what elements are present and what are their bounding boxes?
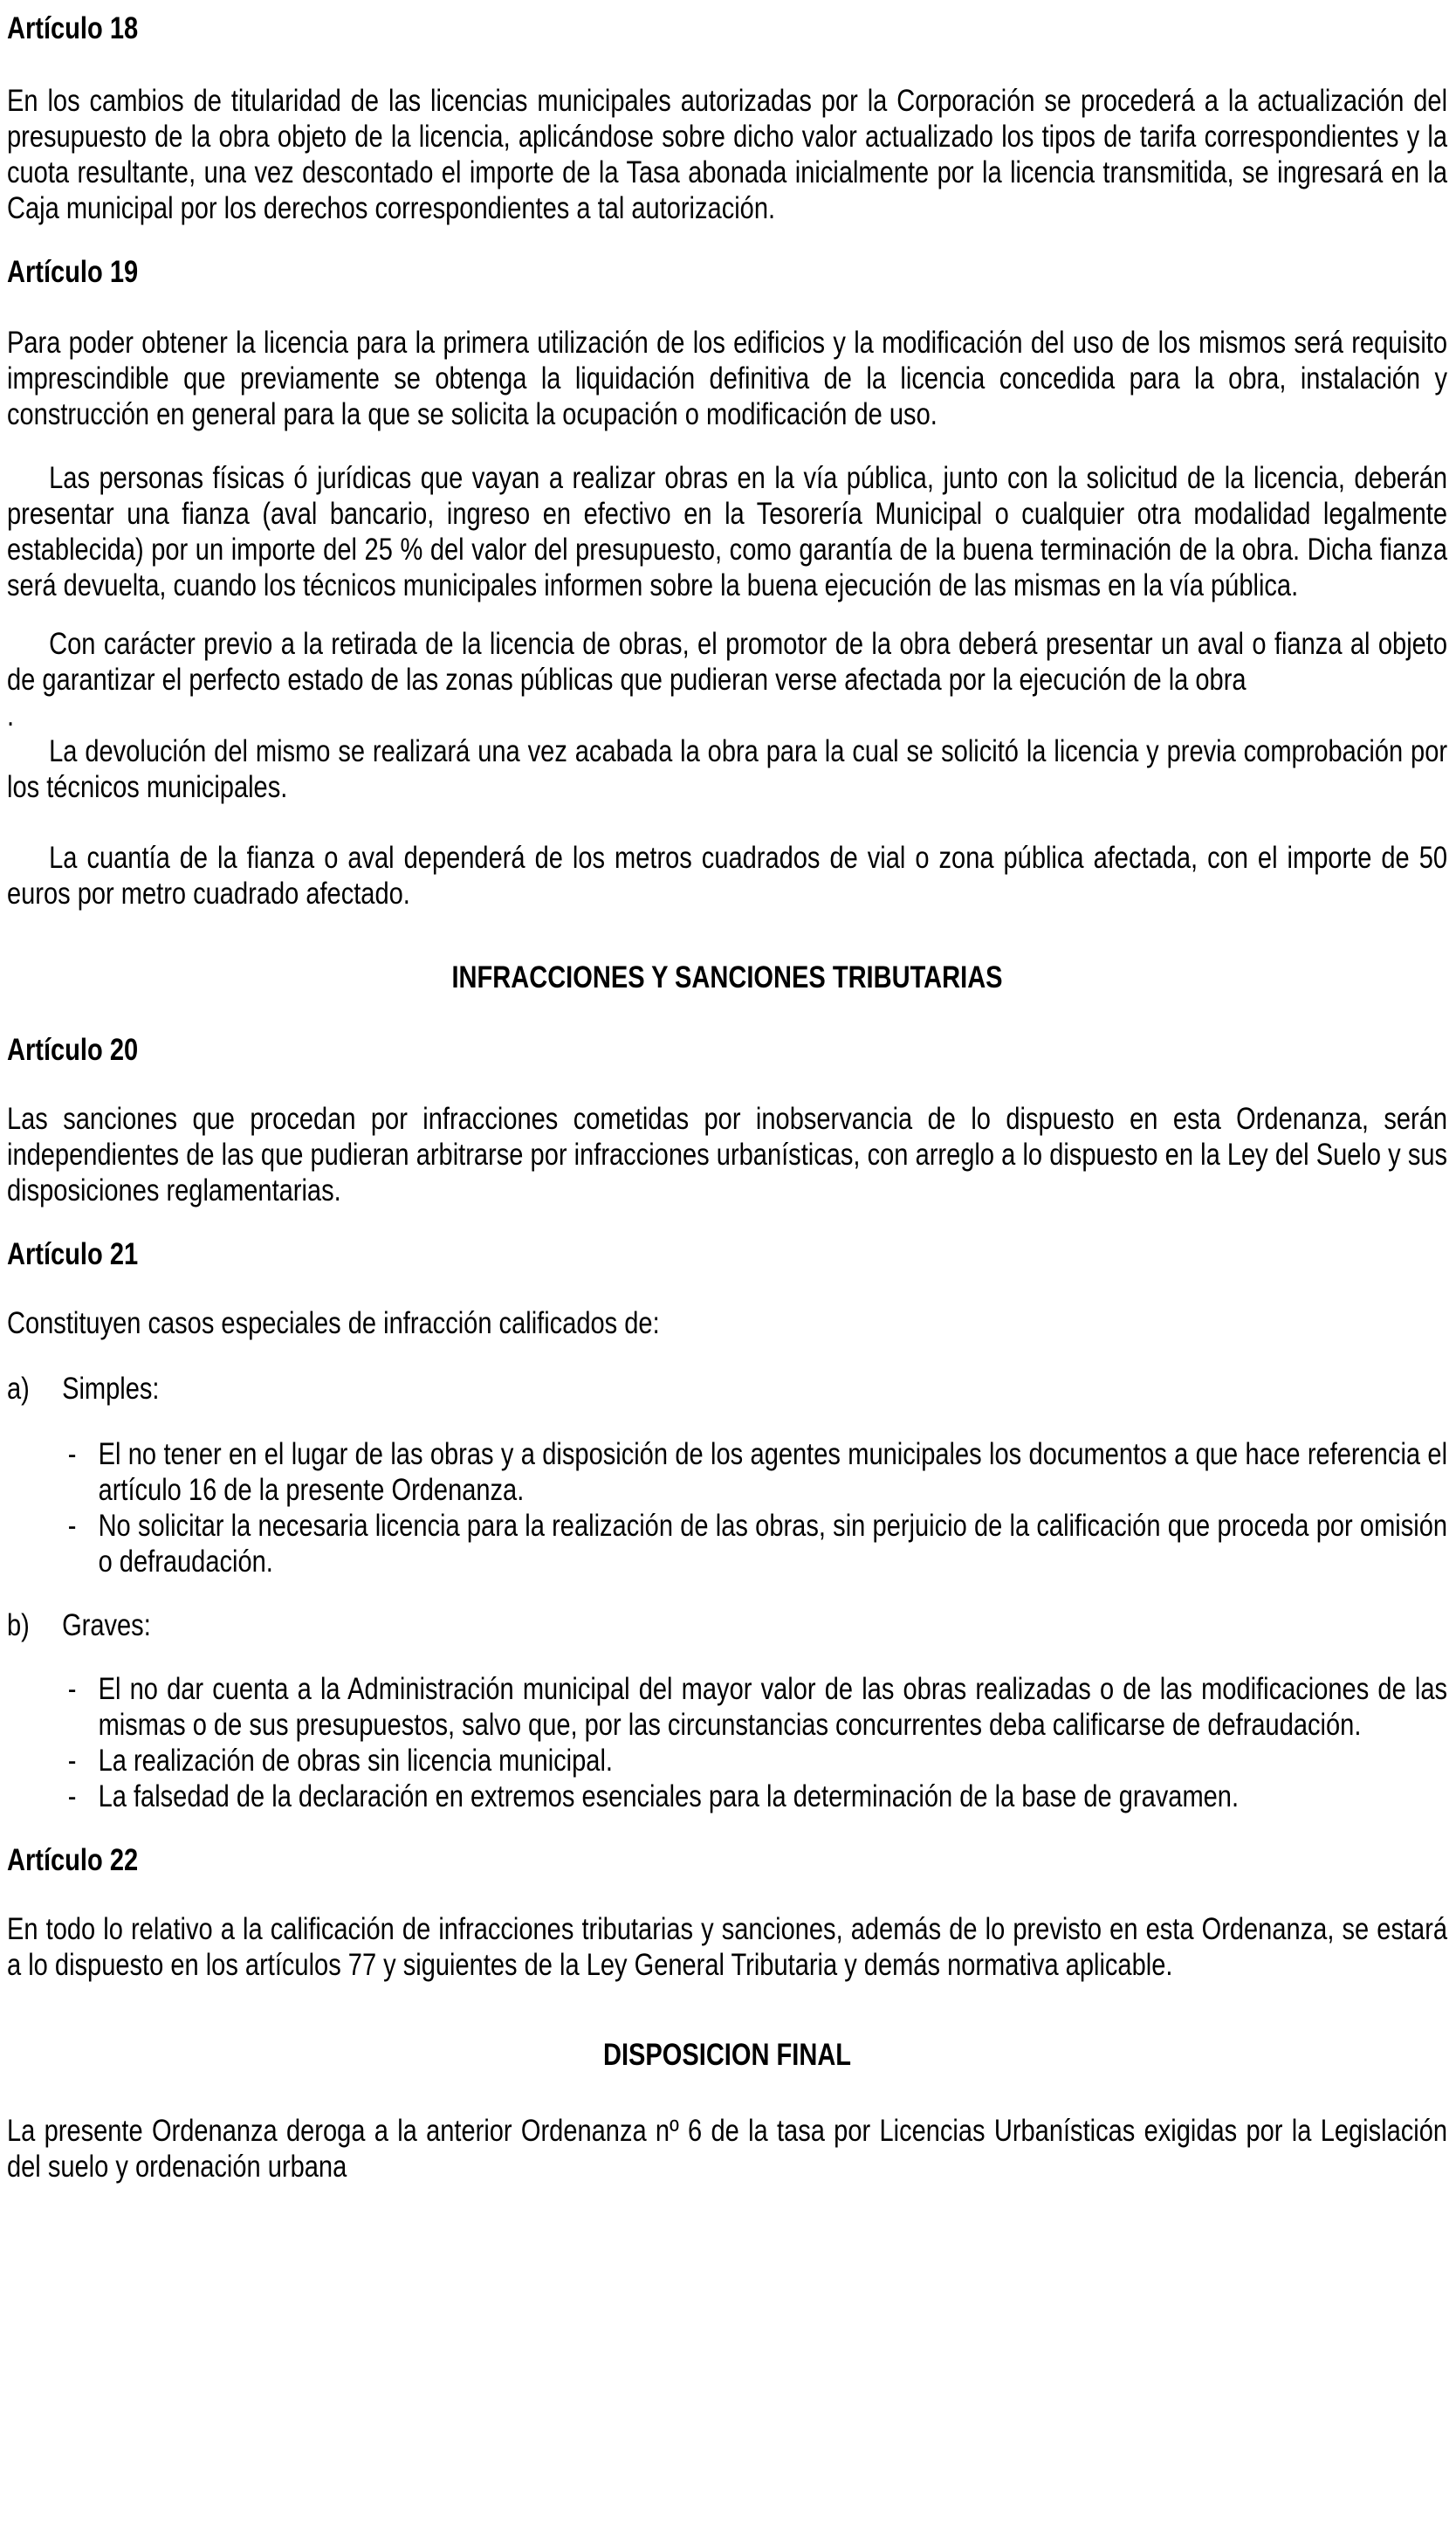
article-19-heading: Artículo 19 xyxy=(7,255,139,289)
section-title-infracciones: INFRACCIONES Y SANCIONES TRIBUTARIAS xyxy=(451,960,1003,994)
list-label-graves: Graves: xyxy=(62,1608,151,1642)
dash-bullet-icon: - xyxy=(67,1672,77,1706)
list-item-a-simples xyxy=(7,1371,1447,1407)
disposicion-final-paragraph: La presente Ordenanza deroga a la anterior Ordenanza nº 6 de la tasa por Licencias Urbanísticas exigidas por la Legislación del suelo y ordenación urbana xyxy=(7,2114,1448,2184)
dash-bullet-icon: - xyxy=(67,1437,77,1471)
bullet-item xyxy=(7,1779,1447,1814)
article-19-paragraph-5: La cuantía de la fianza o aval dependerá de los metros cuadrados de vial o zona pública afectada, con el importe de 50 euros por metro cuadrado afectado. xyxy=(7,841,1448,911)
dash-bullet-icon: - xyxy=(67,1779,77,1813)
article-20-paragraph: Las sanciones que procedan por infracciones cometidas por inobservancia de lo dispuesto en esta Ordenanza, serán independientes de las que pudieran arbitrarse por infracciones urbanísticas, con arreglo a lo dispuesto en la Ley del Suelo y sus disposiciones reglamentarias. xyxy=(7,1102,1448,1208)
simples-bullet-list xyxy=(7,1436,1447,1579)
bullet-text: La falsedad de la declaración en extremos esenciales para la determinación de la base de gravamen. xyxy=(98,1779,1240,1813)
list-marker-b: b) xyxy=(7,1608,30,1642)
article-18-paragraph: En los cambios de titularidad de las licencias municipales autorizadas por la Corporación se procederá a la actualización del presupuesto de la obra objeto de la licencia, aplicándose sobre dicho valor actualizado los tipos de tarifa correspondientes y la cuota resultante, una vez descontado el importe de la Tasa abonada inicialmente por la licencia transmitida, se ingresará en la Caja municipal por los derechos correspondientes a tal autorización. xyxy=(7,84,1448,225)
graves-bullet-list xyxy=(7,1671,1447,1814)
bullet-item xyxy=(7,1743,1447,1779)
article-19-paragraph-3: Con carácter previo a la retirada de la licencia de obras, el promotor de la obra deberá presentar un aval o fianza al objeto de garantizar el perfecto estado de las zonas públicas que pudieran verse afectada por la ejecución de la obra xyxy=(7,627,1448,697)
list-label-simples: Simples: xyxy=(62,1372,160,1406)
article-21-intro: Constituyen casos especiales de infracción calificados de: xyxy=(7,1306,660,1340)
orphan-period-line: . xyxy=(7,698,15,733)
article-21-heading: Artículo 21 xyxy=(7,1237,139,1271)
bullet-item xyxy=(7,1436,1447,1508)
bullet-text: La realización de obras sin licencia municipal. xyxy=(98,1744,613,1778)
bullet-item xyxy=(7,1671,1447,1743)
article-19-paragraph-4: La devolución del mismo se realizará una vez acabada la obra para la cual se solicitó la licencia y previa comprobación por los técnicos municipales. xyxy=(7,734,1448,804)
list-marker-a: a) xyxy=(7,1372,30,1406)
bullet-text: El no dar cuenta a la Administración municipal del mayor valor de las obras realizadas o de las modificaciones de las mismas o de sus presupuestos, salvo que, por las circunstancias concurrentes deba calificarse de defraudación. xyxy=(98,1672,1448,1742)
article-22-heading: Artículo 22 xyxy=(7,1843,139,1877)
article-20-heading: Artículo 20 xyxy=(7,1033,139,1067)
dash-bullet-icon: - xyxy=(67,1744,77,1778)
article-22-paragraph: En todo lo relativo a la calificación de infracciones tributarias y sanciones, además de lo previsto en esta Ordenanza, se estará a lo dispuesto en los artículos 77 y siguientes de la Ley General Tributaria y demás normativa aplicable. xyxy=(7,1912,1448,1982)
article-18-heading: Artículo 18 xyxy=(7,11,139,45)
article-19-paragraph-2: Las personas físicas ó jurídicas que vayan a realizar obras en la vía pública, junto con la solicitud de la licencia, deberán presentar una fianza (aval bancario, ingreso en efectivo en la Tesorería Municipal o cualquier otra modalidad legalmente establecida) por un importe del 25 % del valor del presupuesto, como garantía de la buena terminación de la obra. Dicha fianza será devuelta, cuando los técnicos municipales informen sobre la buena ejecución de las mismas en la vía pública. xyxy=(7,461,1448,602)
bullet-text: El no tener en el lugar de las obras y a disposición de los agentes municipales los documentos a que hace referencia el artículo 16 de la presente Ordenanza. xyxy=(98,1437,1448,1507)
bullet-item xyxy=(7,1508,1447,1579)
section-title-disposicion-final: DISPOSICION FINAL xyxy=(602,2038,852,2072)
list-item-b-graves xyxy=(7,1607,1447,1643)
article-19-paragraph-1: Para poder obtener la licencia para la primera utilización de los edificios y la modificación del uso de los mismos será requisito imprescindible que previamente se obtenga la liquidación definitiva de la licencia concedida para la obra, instalación y construcción en general para la que se solicita la ocupación o modificación de uso. xyxy=(7,326,1448,431)
bullet-text: No solicitar la necesaria licencia para la realización de las obras, sin perjuicio de la calificación que proceda por omisión o defraudación. xyxy=(98,1509,1448,1579)
dash-bullet-icon: - xyxy=(67,1509,77,1543)
